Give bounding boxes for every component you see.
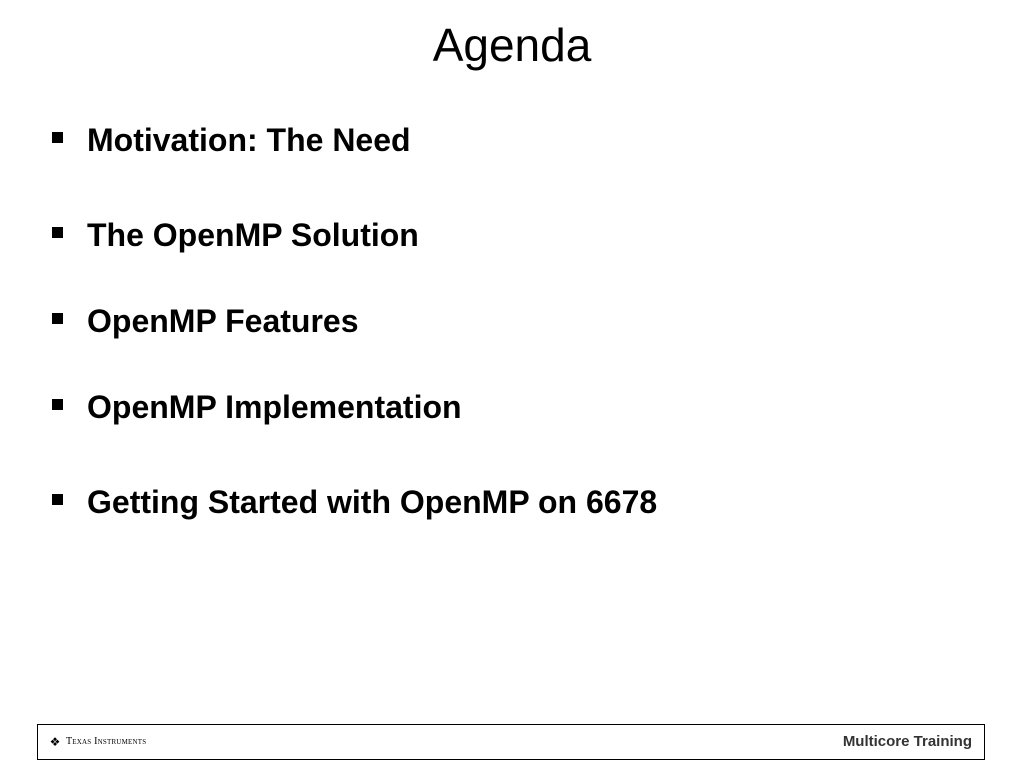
square-bullet-icon [52, 132, 63, 143]
square-bullet-icon [52, 399, 63, 410]
agenda-item-label: OpenMP Features [87, 303, 359, 339]
square-bullet-icon [52, 313, 63, 324]
agenda-item-label: OpenMP Implementation [87, 389, 462, 425]
texas-state-icon: ❖ [49, 735, 61, 749]
footer-label: Multicore Training [842, 733, 972, 750]
square-bullet-icon [52, 494, 63, 505]
agenda-item-label: Motivation: The Need [87, 122, 411, 158]
agenda-item-label: Getting Started with OpenMP on 6678 [87, 484, 658, 520]
slide-footer [37, 724, 985, 760]
square-bullet-icon [52, 227, 63, 238]
logo-text: Texas Instruments [66, 736, 147, 747]
agenda-item-label: The OpenMP Solution [87, 217, 419, 253]
slide-title: Agenda [432, 19, 592, 71]
